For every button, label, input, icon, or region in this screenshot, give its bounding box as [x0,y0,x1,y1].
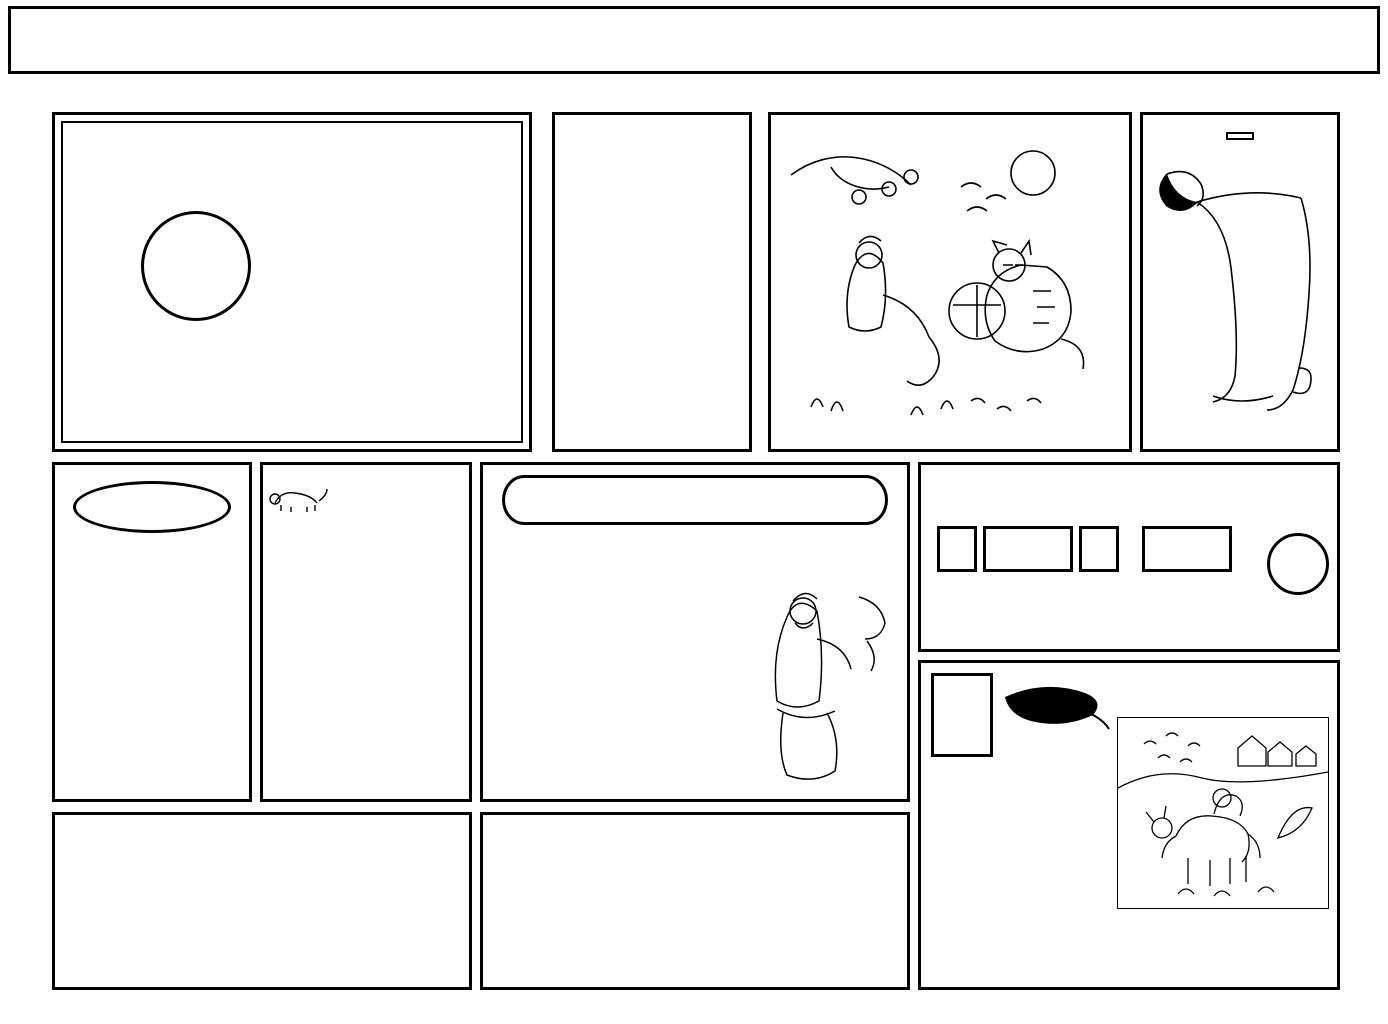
open-tag-total [983,526,1073,572]
ink-drawing-tiger-lady [771,115,1123,445]
masthead [8,6,1380,74]
logo-inner-frame [61,121,523,443]
special-code-panel [52,462,252,802]
poem-panel [260,462,472,802]
eight-immortals-panel [480,812,910,990]
find-code-panel [1140,112,1340,452]
scroll-drawing [1143,144,1337,412]
article-panel [480,462,910,802]
zodiac-animal-icon [263,483,333,513]
explain-tag [931,673,993,757]
treasure-map-drawing [1117,717,1329,909]
open-tag-period-2 [1079,526,1119,572]
stat2-value [1267,533,1329,595]
illustration-panel [768,112,1132,452]
explain-panel [918,660,1340,990]
ink-drawing-immortal [747,577,897,787]
draw-results-panel [52,812,472,990]
find-code-title [1226,132,1254,140]
seal-stamp [141,211,251,321]
marksix-top-strip [8,80,1380,106]
marksix-right-strip [1350,80,1380,988]
special-code-title [73,481,231,533]
open-result-panel [918,462,1340,652]
open-tag-special [1142,526,1232,572]
marksix-left-strip [8,80,38,988]
open-tag-period-1 [937,526,977,572]
logo-panel [52,112,532,452]
article-title [502,475,888,525]
lucky-numbers-panel [552,112,752,452]
